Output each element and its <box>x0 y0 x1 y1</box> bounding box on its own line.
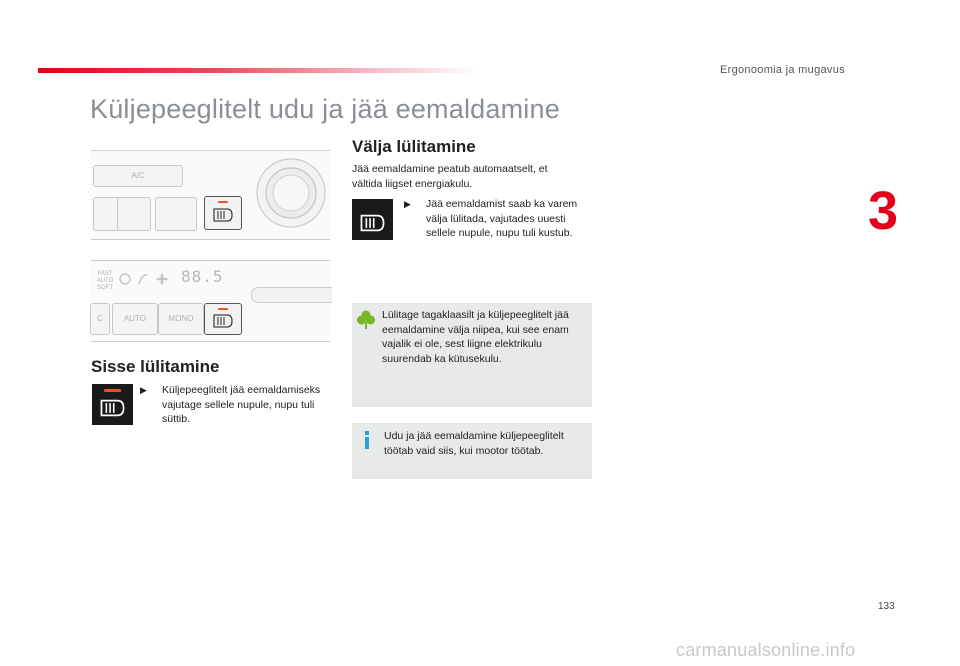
mirror-defrost-button-off <box>352 199 393 240</box>
temperature-dial <box>251 155 331 235</box>
section-heading-on: Sisse lülitamine <box>91 357 220 376</box>
auto-label: AUTO <box>96 278 114 284</box>
bullet-icon: ▶ <box>404 199 411 209</box>
info-note-text: Udu ja jää eemaldamine küljepeeglitelt töötab vaid siis, kui mootor töötab. <box>384 430 564 457</box>
auto-button <box>112 303 158 335</box>
fan-icon <box>155 272 169 286</box>
panel-button <box>117 197 151 231</box>
leaf-icon <box>357 310 375 330</box>
soft-label: SOFT <box>97 285 113 291</box>
bullet-on-text: Küljepeeglitelt jää eemaldamiseks vajutage sellele nupule, nupu tuli süttib. <box>162 384 321 425</box>
bullet-off-text: Jää eemaldamist saab ka varem välja lülitada, vajutades uuesti sellele nupule, nupu tuli kustub. <box>426 198 578 239</box>
auto-button-label: AUTO <box>123 314 147 323</box>
mirror-defrost-icon <box>212 207 234 223</box>
page-number: 133 <box>878 601 895 612</box>
info-note-box <box>352 423 592 479</box>
ac-button <box>93 165 183 187</box>
mirror-defrost-button-highlight <box>204 196 242 230</box>
airflow-icon <box>136 272 150 286</box>
control-panel-bottom <box>91 260 330 342</box>
chapter-number: 3 <box>868 181 899 241</box>
section-heading-off: Välja lülitamine <box>352 137 476 156</box>
mirror-defrost-button-highlight <box>204 303 242 335</box>
indicator-led <box>104 389 121 392</box>
section-off-intro: Jää eemaldamine peatub automaatselt, et vältida liigset energiakulu. <box>352 163 548 190</box>
mono-button-label: MONO <box>168 314 194 323</box>
bullet-off <box>404 197 594 243</box>
temperature-display: 88.5 <box>181 267 224 286</box>
indicator-led <box>218 201 228 203</box>
chapter-title: Ergonoomia ja mugavus <box>720 64 845 76</box>
fast-auto-soft-labels <box>95 271 115 292</box>
eco-note-box <box>352 303 592 407</box>
indicator-led <box>218 308 228 310</box>
info-icon <box>362 431 372 449</box>
mirror-defrost-button-on <box>92 384 133 425</box>
mono-button <box>158 303 204 335</box>
panel-trim <box>251 287 332 303</box>
mirror-defrost-icon <box>99 398 126 418</box>
mirror-defrost-icon <box>359 213 386 233</box>
control-panel-top <box>91 150 330 240</box>
panel-button <box>155 197 197 231</box>
watermark: carmanualsonline.info <box>676 640 856 660</box>
panel-button-label: C <box>97 314 103 323</box>
eco-note-text: Lülitage tagaklaasilt ja küljepeeglitelt jää eemaldamine välja niipea, kui see enam vajalik ei ole, sest liigne elektrikulu suurendab ka kütusekulu. <box>382 309 569 365</box>
header-accent-bar <box>38 68 480 73</box>
panel-button <box>90 303 110 335</box>
bullet-icon: ▶ <box>140 385 147 395</box>
ac-label: A/C <box>131 171 145 180</box>
bullet-on <box>140 383 332 429</box>
fast-label: FAST <box>97 271 113 277</box>
mirror-defrost-icon <box>212 313 234 329</box>
page-title: Küljepeeglitelt udu ja jää eemaldamine <box>90 94 560 124</box>
recirculation-icon <box>118 272 132 286</box>
